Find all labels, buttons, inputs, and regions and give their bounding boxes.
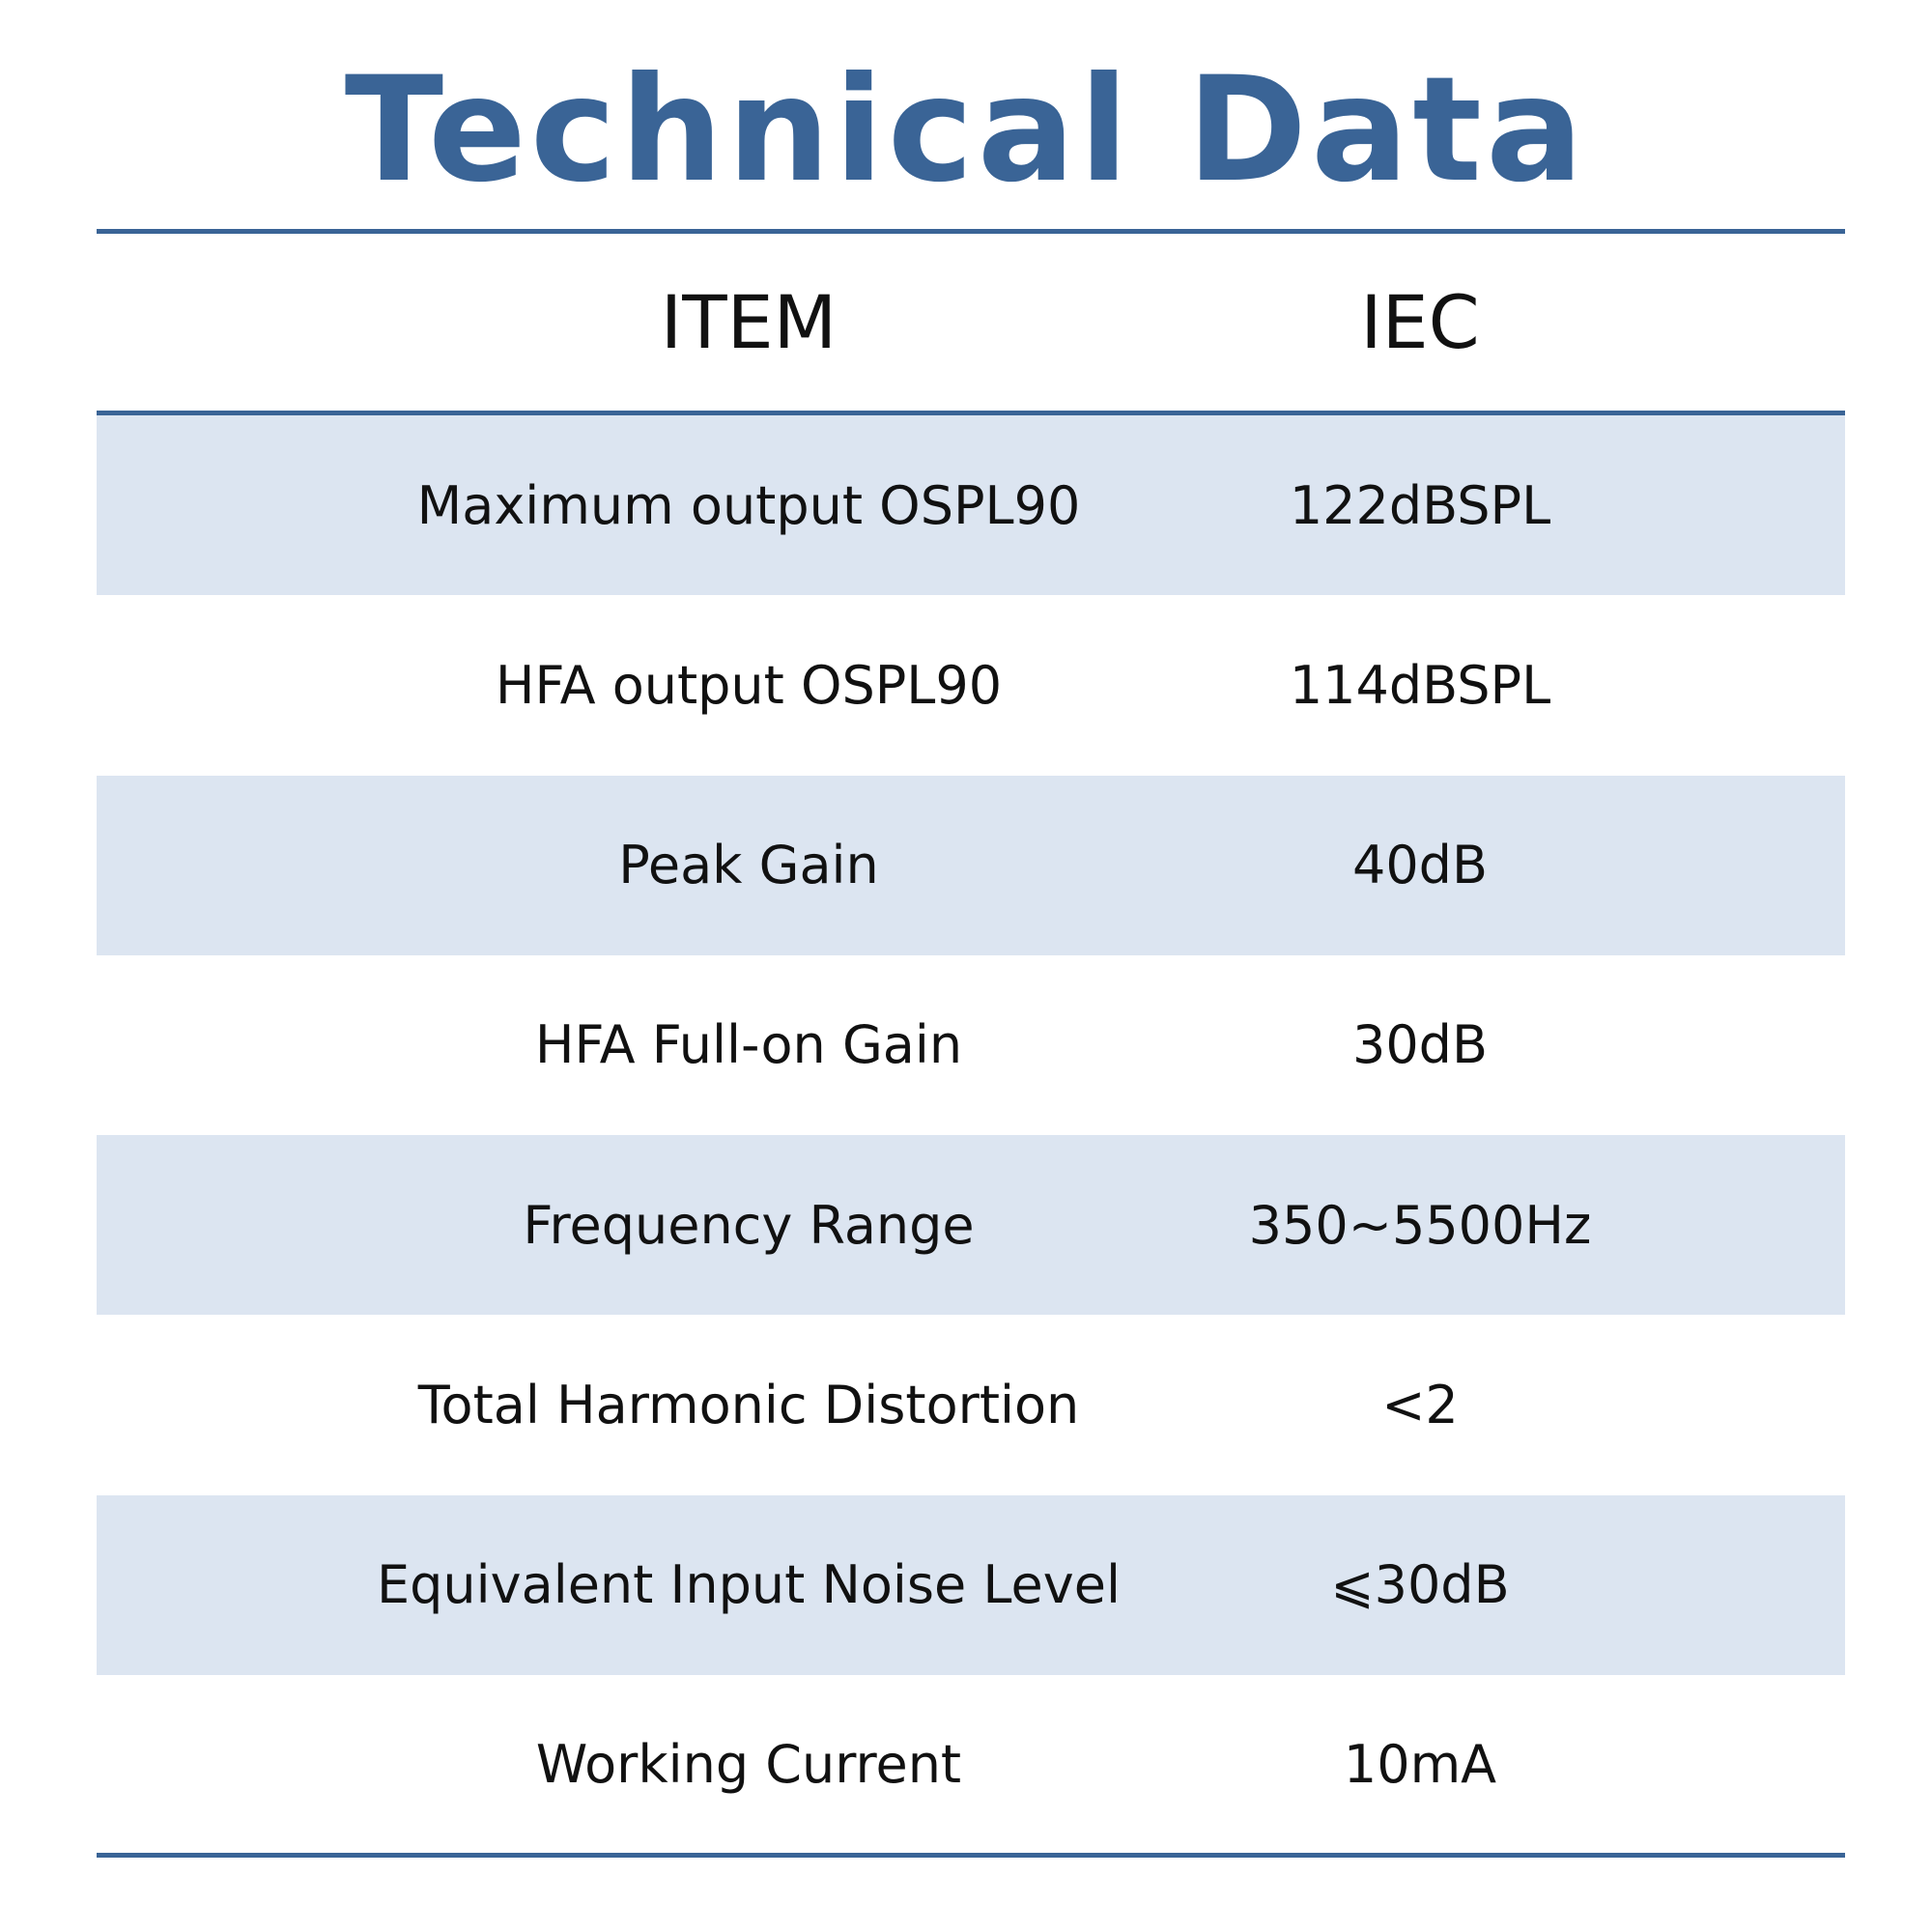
header-item: ITEM	[660, 279, 838, 365]
row-iec-value: 114dBSPL	[1289, 654, 1551, 716]
row-item-label: Total Harmonic Distortion	[417, 1374, 1080, 1435]
row-item-label: Working Current	[535, 1734, 962, 1796]
row-iec-value: <2	[1381, 1374, 1459, 1435]
table-row	[97, 415, 1845, 595]
row-item-label: HFA output OSPL90	[495, 654, 1003, 716]
header-iec: IEC	[1360, 279, 1480, 365]
row-iec-value: 122dBSPL	[1289, 474, 1551, 536]
table-row	[97, 776, 1845, 955]
table-row	[97, 1495, 1845, 1675]
row-item-label: Frequency Range	[523, 1194, 975, 1256]
row-iec-value: 350~5500Hz	[1248, 1194, 1592, 1256]
table-row	[97, 1675, 1845, 1855]
row-item-label: Equivalent Input Noise Level	[377, 1554, 1121, 1616]
page-title: Technical Data	[344, 46, 1588, 214]
table-row	[97, 1135, 1845, 1315]
table-header-row	[97, 234, 1845, 411]
row-item-label: Peak Gain	[618, 835, 879, 896]
table-body	[97, 415, 1845, 1855]
row-iec-value: 40dB	[1351, 835, 1489, 896]
row-iec-value: 10mA	[1343, 1734, 1497, 1796]
table-row	[97, 1315, 1845, 1494]
table-row	[97, 955, 1845, 1135]
row-iec-value: 30dB	[1351, 1014, 1489, 1076]
table-row	[97, 595, 1845, 775]
row-item-label: Maximum output OSPL90	[416, 474, 1081, 536]
row-item-label: HFA Full-on Gain	[534, 1014, 963, 1076]
row-iec-value: ⩽30dB	[1330, 1554, 1510, 1616]
table-bottom-rule	[97, 1853, 1845, 1858]
